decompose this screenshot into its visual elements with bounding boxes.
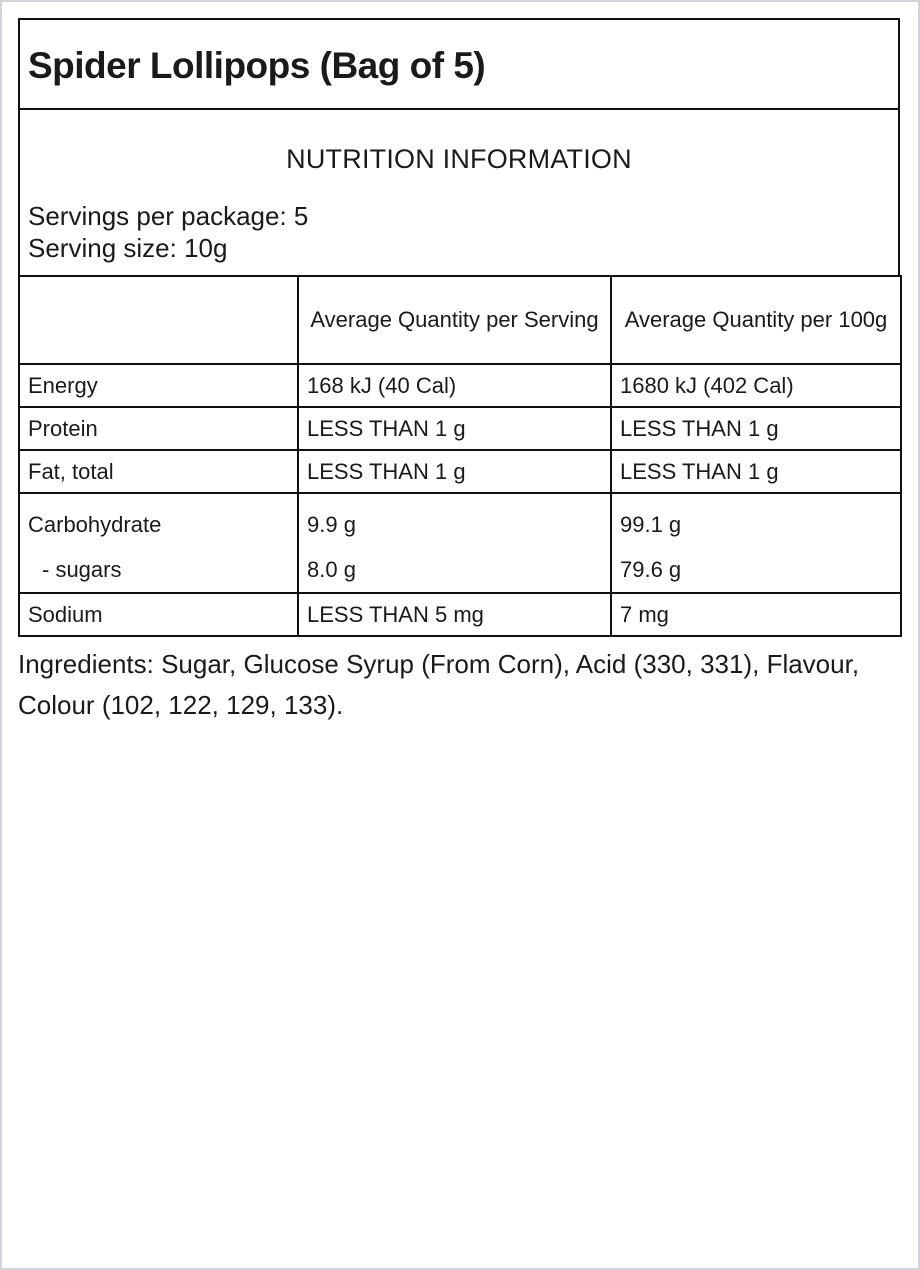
- nutrient-name: Protein: [19, 407, 298, 450]
- serving-info: [28, 200, 308, 264]
- header-per-serving: Average Quantity per Serving: [298, 276, 611, 364]
- per-serving-value: [298, 493, 611, 593]
- per-100g-value: [611, 493, 901, 593]
- sugars-per-100g: 79.6 g: [620, 557, 682, 582]
- nutrition-header-box: [18, 108, 900, 275]
- servings-per-package: Servings per package: 5: [28, 201, 309, 231]
- sugars-per-serving: 8.0 g: [307, 557, 356, 582]
- header-nutrient: [19, 276, 298, 364]
- header-per-100g: Average Quantity per 100g: [611, 276, 901, 364]
- nutrient-name: Sodium: [19, 593, 298, 636]
- table-row: [19, 450, 901, 493]
- carbohydrate-label: Carbohydrate: [28, 512, 162, 537]
- per-serving-value: LESS THAN 1 g: [298, 450, 611, 493]
- nutrient-name: Energy: [19, 364, 298, 407]
- nutrient-name: Fat, total: [19, 450, 298, 493]
- nutrient-name: [19, 493, 298, 593]
- table-header-row: [19, 276, 901, 364]
- per-serving-value: LESS THAN 5 mg: [298, 593, 611, 636]
- per-100g-value: LESS THAN 1 g: [611, 407, 901, 450]
- ingredients-text: Ingredients: Sugar, Glucose Syrup (From Corn), Acid (330, 331), Flavour, Colour (102, 122, 129, 133).: [18, 649, 860, 720]
- sugars-label: - sugars: [42, 557, 122, 582]
- product-title: Spider Lollipops (Bag of 5): [28, 45, 486, 86]
- table-row: [19, 493, 901, 593]
- per-100g-value: LESS THAN 1 g: [611, 450, 901, 493]
- carbohydrate-per-100g: 99.1 g: [620, 512, 682, 537]
- title-box: [18, 18, 900, 108]
- table-row: [19, 593, 901, 636]
- per-serving-value: LESS THAN 1 g: [298, 407, 611, 450]
- per-serving-value: 168 kJ (40 Cal): [298, 364, 611, 407]
- table-row: [19, 407, 901, 450]
- per-100g-value: 7 mg: [611, 593, 901, 636]
- nutrition-panel: [18, 18, 900, 637]
- nutrition-heading: NUTRITION INFORMATION: [286, 144, 632, 174]
- serving-size: Serving size: 10g: [28, 233, 228, 263]
- nutrition-table: [18, 275, 902, 637]
- per-100g-value: 1680 kJ (402 Cal): [611, 364, 901, 407]
- table-row: [19, 364, 901, 407]
- carbohydrate-per-serving: 9.9 g: [307, 512, 356, 537]
